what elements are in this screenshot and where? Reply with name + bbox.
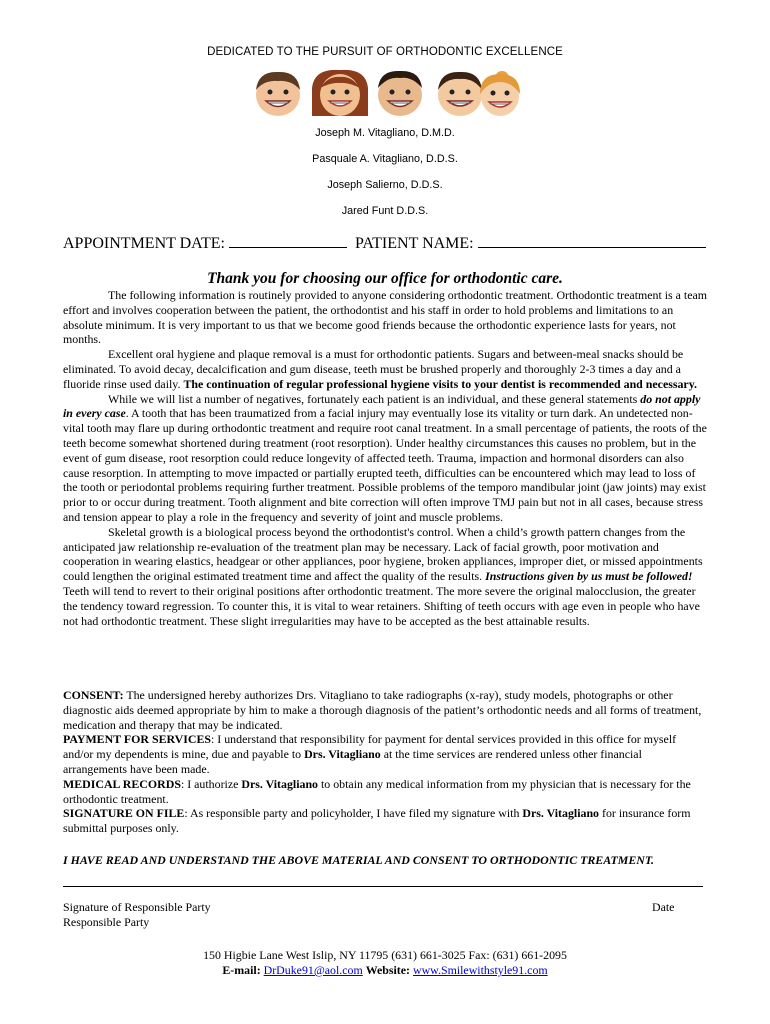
medical-records-clause: MEDICAL RECORDS: I authorize Drs. Vitagliano to obtain any medical information from my physician that is necessary for the orthodontic treatment. [63, 776, 691, 806]
children-faces-illustration [248, 68, 520, 118]
child-face-icon [480, 71, 520, 116]
consent-section [63, 688, 708, 836]
appointment-date-label: APPOINTMENT DATE: [63, 235, 225, 252]
thanks-heading: Thank you for choosing our office for orthodontic care. [207, 270, 563, 287]
website-link[interactable]: www.Smilewithstyle91.com [413, 963, 548, 977]
responsible-party-label: Responsible Party [63, 915, 150, 929]
paragraph-intro: The following information is routinely provided to anyone considering orthodontic treatment. Orthodontic treatment is a team effort and involves cooperation between the patient, the orthodontist and his staff in order to hold problems and limitations to an absolute minimum. It is very important to us that we become good friends because the orthodontic experience lasts for years, not months. [63, 288, 708, 347]
paragraph-hygiene: Excellent oral hygiene and plaque removal is a must for orthodontic patients. Sugars and between-meal snacks should be eliminated. To avoid decay, decalcification and gum disease, teeth must be brushed properly and thoroughly 2-3 times a day and a fluoride rinse used daily. The continuation of regular professional hygiene visits to your dentist is recommended and necessary. [63, 347, 697, 391]
patient-name-field[interactable] [478, 233, 706, 248]
signature-on-file-clause: SIGNATURE ON FILE: As responsible party and policyholder, I have filed my signature with Drs. Vitagliano for insurance form submittal purposes only. [63, 806, 691, 836]
acknowledgement-statement: I HAVE READ AND UNDERSTAND THE ABOVE MATERIAL AND CONSENT TO ORTHODONTIC TREATMENT. [63, 853, 655, 867]
contact-links [0, 963, 770, 978]
paragraph-risks: While we will list a number of negatives, fortunately each patient is an individual, and these general statements do not apply in every case. A tooth that has been traumatized from a facial injury may eventually lose its vitality or turn dark. An undetected non-vital tooth may flare up during orthodontic treatment and require root canal treatment. In a small percentage of patients, the roots of the teeth become somewhat shortened during treatment (root resorption). Under healthy circumstances this causes no problem, but in the event of gum disease, root resorption could reduce longevity of affected teeth. Trauma, impaction and hormonal disorders can also cause resorption. In attempting to move impacted or partially erupted teeth, difficulties can be encountered which may lead to loss of the tooth or periodontal problems requiring further treatment. Possible problems of the temporo mandibular joint (jaw joints) may exist prior to or occur during treatment. Tooth alignment and bite correction will often improve TMJ pain but not in all cases, because stress and tension appear to play a role in the frequency and severity of joint and muscle problems. [63, 391, 707, 524]
date-label: Date [652, 900, 675, 914]
office-address: 150 Higbie Lane West Islip, NY 11795 (631) 661-3025 Fax: (631) 661-2095 [203, 948, 567, 962]
appointment-date-field[interactable] [229, 233, 347, 248]
practice-tagline: DEDICATED TO THE PURSUIT OF ORTHODONTIC EXCELLENCE [207, 46, 563, 58]
signature-label: Signature of Responsible Party [63, 900, 211, 914]
doctor-name: Joseph M. Vitagliano, D.M.D. [315, 127, 455, 139]
hygiene-emphasis: The continuation of regular professional hygiene visits to your dentist is recommended and necessary. [183, 376, 697, 391]
paragraph-growth: Skeletal growth is a biological process beyond the orthodontist's control. When a child’s growth pattern changes from the anticipated jaw relationship re-evaluation of the treatment plan may be necessary. Lack of facial growth, poor motivation and cooperation in wearing elastics, headgear or other appliances, poor hygiene, broken appliances, improper diet, or missed appointments could lengthen the original estimated treatment time and affect the quality of the results. Instructions given by us must be followed! Teeth will tend to revert to their original positions after orthodontic treatment. The more severe the original malocclusion, the greater the tendency toward regression. To counter this, it is vital to wear retainers. Shifting of teeth occurs with age even in people who have not had orthodontic treatment. These slight irregularities may have to be accepted as the best attainable results. [63, 524, 703, 628]
email-label: E-mail: [222, 963, 261, 977]
signature-block [63, 900, 211, 930]
patient-name-label: PATIENT NAME: [354, 235, 474, 252]
website-label: Website: [365, 963, 411, 977]
information-body [63, 288, 708, 628]
consent-clause: CONSENT: The undersigned hereby authorizes Drs. Vitagliano to take radiographs (x-ray), study models, photographs or other diagnostic aids deemed appropriate by him to make a thorough diagnosis of the patient’s orthodontic needs and all forms of treatment, medication and therapy that may be indicated. [63, 688, 702, 732]
doctor-name: Joseph Salierno, D.D.S. [327, 179, 443, 191]
doctor-list [0, 126, 770, 230]
doctor-name: Jared Funt D.D.S. [341, 205, 429, 217]
child-face-icon [378, 71, 422, 116]
email-link[interactable]: DrDuke91@aol.com [263, 963, 363, 977]
child-face-icon [256, 72, 300, 116]
signature-line[interactable] [63, 886, 703, 887]
risk-emphasis: do not apply in every case [63, 391, 701, 421]
doctor-name: Pasquale A. Vitagliano, D.D.S. [312, 153, 458, 165]
appointment-row [63, 233, 713, 253]
payment-clause: PAYMENT FOR SERVICES: I understand that responsibility for payment for dental services provided in this office for myself and/or my dependents is mine, due and payable to Drs. Vitagliano at the time services are rendered unless other financial arrangements have been made. [63, 732, 677, 776]
footer-contact [0, 948, 770, 978]
child-face-icon [438, 72, 482, 116]
instructions-emphasis: Instructions given by us must be followed! [485, 569, 693, 584]
child-face-icon [312, 70, 368, 116]
